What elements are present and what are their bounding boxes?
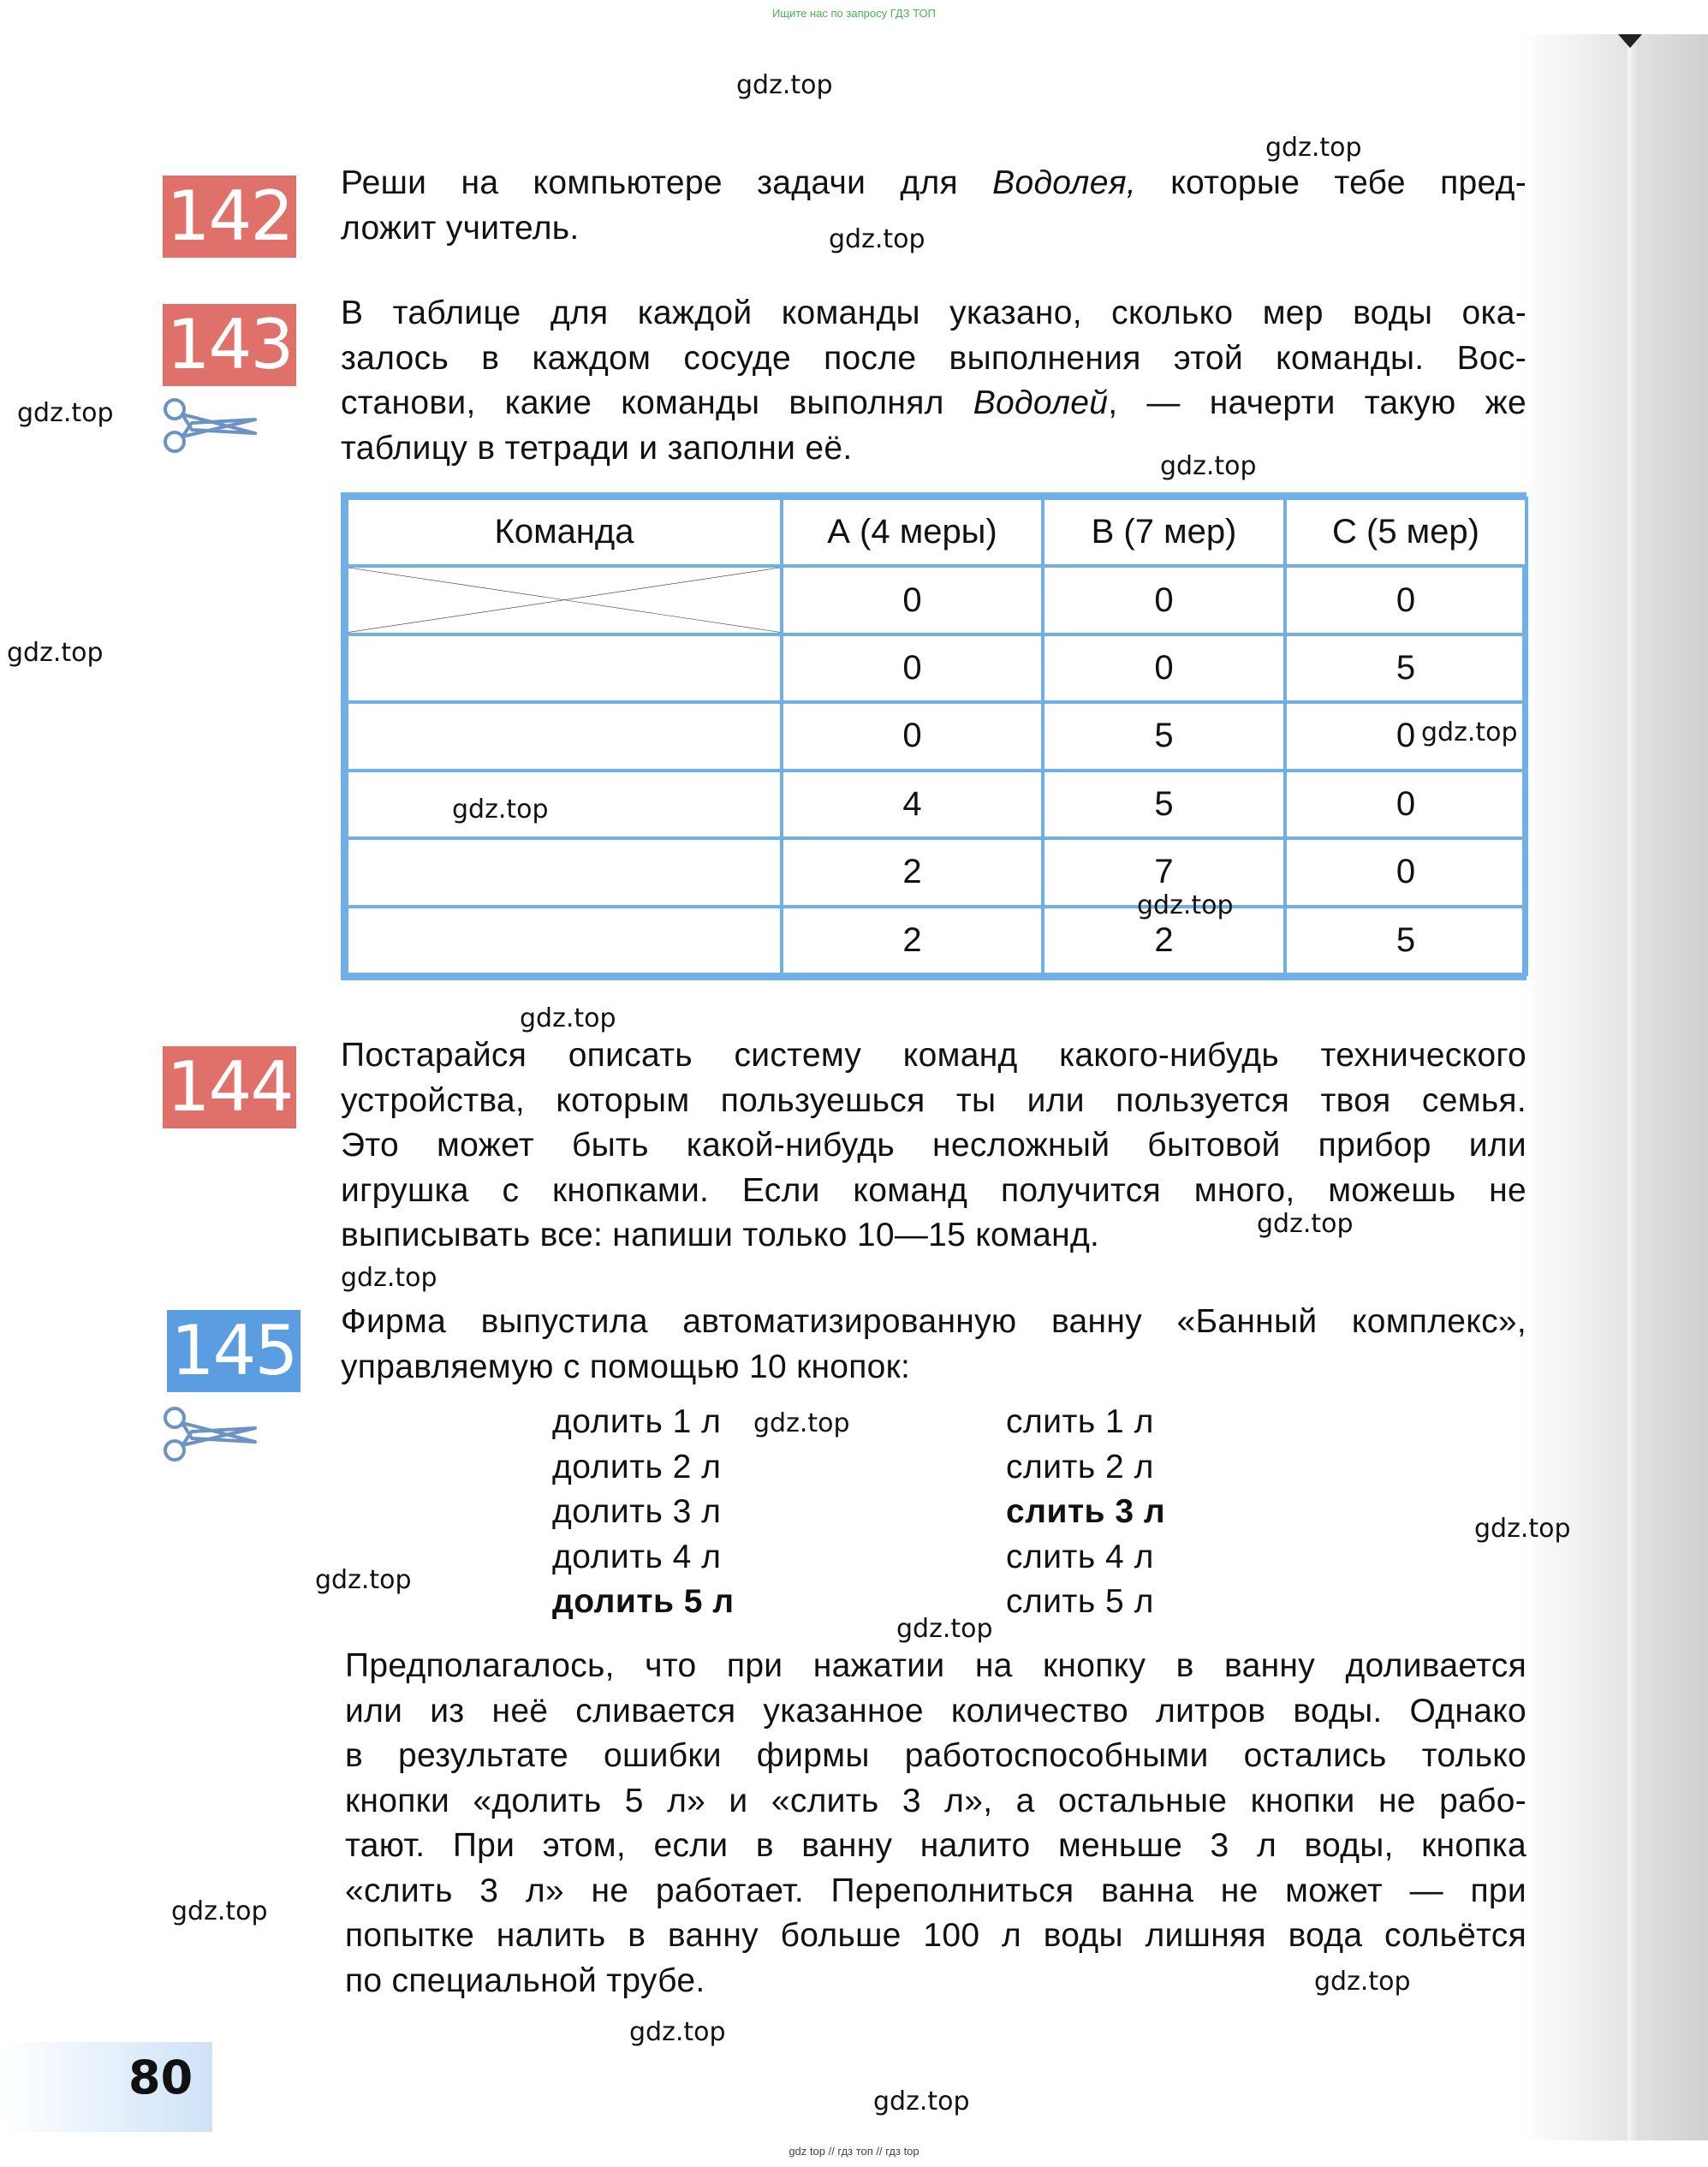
footer-note: gdz top // гдз топ // гдз top bbox=[789, 2145, 919, 2158]
scissors-icon bbox=[161, 396, 259, 457]
text-line: в результате ошибки фирмы работоспособными остались только bbox=[345, 1737, 1526, 1774]
page-fold-shadow bbox=[1520, 34, 1708, 2140]
table-cell: 0 bbox=[1285, 838, 1526, 906]
table-row bbox=[347, 907, 1526, 974]
table-cell: 2 bbox=[782, 907, 1043, 974]
table-cell bbox=[347, 702, 782, 770]
watermark: gdz.top bbox=[1314, 1967, 1411, 1997]
text-line: попытке налить в ванну больше 100 л воды лишняя вода сольётся bbox=[345, 1917, 1526, 1954]
task-number-144: 144 bbox=[163, 1046, 296, 1128]
watermark: gdz.top bbox=[17, 398, 114, 428]
text-line: «слить 3 л» не работает. Переполниться ванна не может — при bbox=[345, 1872, 1526, 1909]
list-item: долить 1 л bbox=[552, 1403, 722, 1440]
list-item: долить 2 л bbox=[552, 1448, 722, 1485]
text-line: по специальной трубе. bbox=[345, 1962, 705, 1999]
table-cell: 2 bbox=[782, 838, 1043, 906]
text-line: таблицу в тетради и заполни её. bbox=[341, 429, 853, 467]
table-row bbox=[347, 838, 1526, 906]
task-number-145: 145 bbox=[167, 1310, 301, 1392]
text-line: игрушка с кнопками. Если команд получится много, можешь не bbox=[341, 1171, 1526, 1209]
text-line: станови, какие команды выполнял Водолей, — начерти такую же bbox=[341, 384, 1526, 421]
text-line: Предполагалось, что при нажатии на кнопку в ванну доливается bbox=[345, 1647, 1526, 1684]
table-cell bbox=[347, 634, 782, 702]
watermark: gdz.top bbox=[753, 1408, 850, 1438]
text-line: ложит учитель. bbox=[341, 209, 580, 247]
table-cell: 7 bbox=[1043, 838, 1285, 906]
table-cell: 0 bbox=[1043, 566, 1285, 634]
list-item: слить 2 л bbox=[1006, 1448, 1154, 1485]
table-cell: 5 bbox=[1043, 771, 1285, 838]
table-cell: 5 bbox=[1285, 634, 1526, 702]
page-fold-edge bbox=[1628, 34, 1640, 2140]
table-header-cell: А (4 меры) bbox=[782, 498, 1043, 566]
list-item: долить 3 л bbox=[552, 1493, 722, 1530]
table-cell: 0 bbox=[1285, 771, 1526, 838]
watermark: gdz.top bbox=[1137, 890, 1234, 920]
watermark: gdz.top bbox=[829, 224, 925, 254]
table-cell: 0 bbox=[1285, 566, 1526, 634]
table-cell: 0 bbox=[782, 566, 1043, 634]
table-header-row bbox=[347, 498, 1526, 566]
corner-mark bbox=[1618, 34, 1642, 48]
list-item: долить 5 л bbox=[552, 1583, 735, 1620]
watermark: gdz.top bbox=[171, 1896, 268, 1926]
fill-buttons-list bbox=[552, 1400, 735, 1625]
watermark: gdz.top bbox=[520, 1003, 616, 1033]
list-item: слить 1 л bbox=[1006, 1403, 1154, 1440]
task-145-intro bbox=[341, 1300, 1526, 1390]
crossed-out-cell bbox=[347, 566, 782, 634]
table-cell: 5 bbox=[1043, 702, 1285, 770]
list-item: слить 3 л bbox=[1006, 1493, 1166, 1530]
text-line: залось в каждом сосуде после выполнения этой команды. Вос- bbox=[341, 339, 1526, 377]
watermark: gdz.top bbox=[7, 638, 104, 668]
text-line: устройства, которым пользуешься ты или пользуется твоя семья. bbox=[341, 1081, 1526, 1119]
task-143-text bbox=[341, 291, 1526, 471]
watermark: gdz.top bbox=[873, 2087, 970, 2116]
text-line: тают. При этом, если в ванну налито меньше 3 л воды, кнопка bbox=[345, 1827, 1526, 1864]
table-cell: 0 bbox=[1043, 634, 1285, 702]
watermark: gdz.top bbox=[896, 1614, 993, 1644]
table-cell bbox=[347, 771, 782, 838]
text-line: или из неё сливается указанное количество литров воды. Однако bbox=[345, 1692, 1526, 1729]
watermark: gdz.top bbox=[629, 2017, 726, 2047]
list-item: слить 5 л bbox=[1006, 1583, 1154, 1620]
list-item: слить 4 л bbox=[1006, 1538, 1154, 1575]
text-line: Это может быть какой-нибудь несложный бытовой прибор или bbox=[341, 1127, 1526, 1164]
vessels-table bbox=[341, 492, 1526, 980]
page-number: 80 bbox=[128, 2051, 193, 2104]
table-header-cell: Команда bbox=[347, 498, 782, 566]
watermark: gdz.top bbox=[1257, 1209, 1354, 1239]
table-cell: 0 bbox=[1285, 702, 1526, 770]
drain-buttons-list bbox=[1006, 1400, 1165, 1625]
watermark: gdz.top bbox=[452, 795, 549, 825]
table-cell: 0 bbox=[782, 634, 1043, 702]
table-cell: 2 bbox=[1043, 907, 1285, 974]
list-item: долить 4 л bbox=[552, 1538, 722, 1575]
watermark: gdz.top bbox=[736, 70, 833, 100]
header-note: Ищите нас по запросу ГДЗ ТОП bbox=[772, 7, 936, 20]
task-number-142: 142 bbox=[163, 176, 296, 258]
task-number-143: 143 bbox=[163, 304, 296, 386]
table-row bbox=[347, 702, 1526, 770]
text-line: выписывать все: напиши только 10—15 команд. bbox=[341, 1217, 1100, 1253]
text-line: Реши на компьютере задачи для Водолея, которые тебе пред- bbox=[341, 164, 1526, 201]
table-cell bbox=[347, 838, 782, 906]
watermark: gdz.top bbox=[1421, 717, 1518, 747]
cross-lines bbox=[348, 568, 780, 632]
table-row bbox=[347, 634, 1526, 702]
scissors-icon bbox=[161, 1404, 259, 1466]
text-line: В таблице для каждой команды указано, сколько мер воды ока- bbox=[341, 295, 1526, 331]
table-cell: 0 bbox=[782, 702, 1043, 770]
watermark: gdz.top bbox=[1265, 133, 1362, 163]
watermark: gdz.top bbox=[1160, 451, 1257, 481]
table-header-cell: С (5 мер) bbox=[1285, 498, 1526, 566]
text-line: управляемую с помощью 10 кнопок: bbox=[341, 1348, 911, 1385]
task-145-body bbox=[345, 1644, 1526, 2003]
watermark: gdz.top bbox=[341, 1263, 437, 1293]
table-cell: 5 bbox=[1285, 907, 1526, 974]
text-line: кнопки «долить 5 л» и «слить 3 л», а остальные кнопки не рабо- bbox=[345, 1782, 1526, 1819]
text-line: Фирма выпустила автоматизированную ванну «Банный комплекс», bbox=[341, 1303, 1526, 1340]
table-cell bbox=[347, 907, 782, 974]
table-header-cell: В (7 мер) bbox=[1043, 498, 1285, 566]
task-142-text bbox=[341, 161, 1526, 251]
watermark: gdz.top bbox=[315, 1565, 412, 1595]
watermark: gdz.top bbox=[1474, 1514, 1571, 1544]
table-row bbox=[347, 566, 1526, 634]
table-cell: 4 bbox=[782, 771, 1043, 838]
text-line: Постарайся описать систему команд какого-нибудь технического bbox=[341, 1037, 1526, 1074]
